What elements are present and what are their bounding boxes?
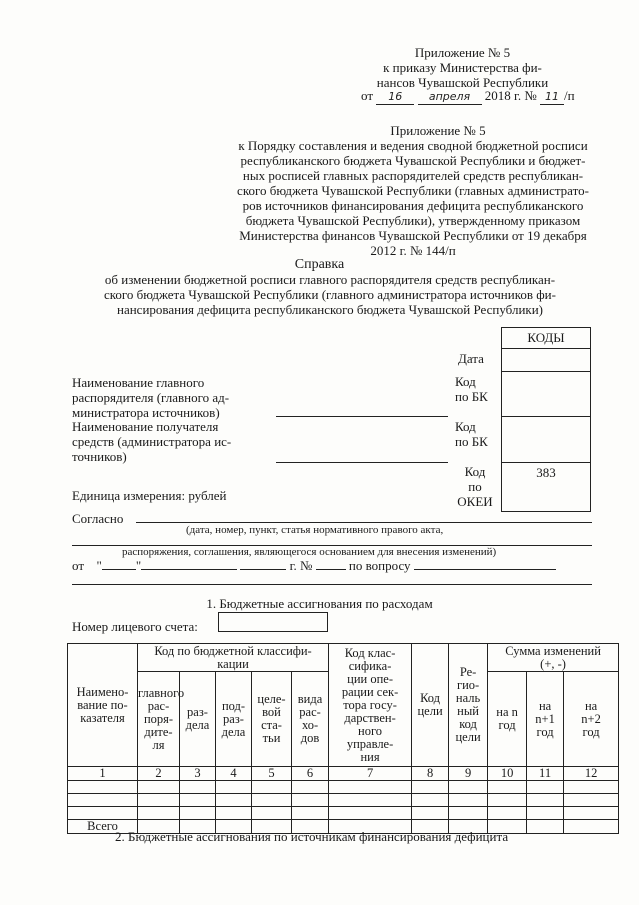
- order-suffix: /п: [564, 88, 575, 103]
- column-number: 11: [527, 767, 564, 781]
- order-number: 11: [545, 90, 560, 103]
- basis-hint: распоряжения, соглашения, являющегося основанием для внесения изменений): [122, 546, 497, 558]
- table-row[interactable]: [68, 794, 619, 807]
- date-year: 2018 г. №: [484, 88, 537, 103]
- agreed-field[interactable]: [136, 522, 592, 523]
- recipient-label-line: точников): [72, 449, 127, 464]
- question-label: по вопросу: [348, 558, 411, 573]
- header-year-n: на n год: [488, 672, 527, 767]
- okei-label-line1: Код: [464, 464, 486, 479]
- date-day-field: [376, 88, 414, 105]
- approval-title: Приложение № 5: [414, 45, 511, 60]
- approval-date-row: [361, 88, 601, 105]
- column-number: 12: [564, 767, 619, 781]
- date-day: 16: [388, 90, 403, 103]
- header-sector-code: Код клас- сифика- ции опе- рации сек- тора госу- дарствен- ного управле- ния: [329, 644, 412, 767]
- subtitle-line: об изменении бюджетной росписи главного распорядителя средств республикан-: [104, 272, 556, 287]
- unit-label: Единица измерения: рублей: [72, 488, 227, 503]
- year-no-label: г. №: [289, 558, 313, 573]
- header-budget-classification: Код по бюджетной классифи- кации: [138, 644, 329, 672]
- section2-title: 2. Бюджетные ассигнования по источникам финансирования дефицита: [115, 829, 509, 844]
- date-label: Дата: [458, 351, 484, 366]
- account-label: Номер лицевого счета:: [72, 619, 198, 634]
- manager-field[interactable]: [276, 416, 448, 417]
- appendix-line: к Порядку составления и ведения сводной бюджетной росписи: [238, 138, 588, 153]
- question-field-continued[interactable]: [72, 584, 592, 585]
- recipient-label-line: Наименование получателя: [72, 419, 219, 434]
- date-month: апреля: [428, 90, 471, 103]
- column-number: 4: [216, 767, 252, 781]
- column-number: 3: [180, 767, 216, 781]
- column-number: 10: [488, 767, 527, 781]
- header-regional-goal-code: Ре- гио- наль ный код цели: [449, 644, 488, 767]
- from-month-field[interactable]: [141, 569, 237, 570]
- manager-label-line: министратора источников): [72, 405, 220, 420]
- okei-label: [455, 464, 495, 509]
- appendix-title: Приложение № 5: [390, 123, 486, 138]
- table-row[interactable]: [68, 781, 619, 794]
- agreed-hint: (дата, номер, пункт, статья нормативного правого акта,: [186, 524, 444, 536]
- from-year-field[interactable]: [240, 569, 286, 570]
- recipient-label-line: средств (администратора ис-: [72, 434, 232, 449]
- appendix-line: 2012 г. № 144/п: [370, 243, 456, 258]
- bk2-label: [455, 419, 488, 449]
- appendix-line: Министерства финансов Чувашской Республики от 19 декабря: [239, 228, 587, 243]
- bk2-label-line1: Код: [455, 419, 476, 434]
- from-label: от: [72, 558, 85, 573]
- quote-close: ": [135, 558, 142, 573]
- approval-line3: нансов Чувашской Республики: [376, 75, 549, 90]
- header-goal-code: Код цели: [412, 644, 449, 767]
- recipient-label: [72, 419, 272, 464]
- header-sum-changes: Сумма изменений (+, -): [488, 644, 619, 672]
- quote-open: ": [96, 558, 102, 573]
- doc-subtitle: [60, 272, 600, 317]
- approval-line2: к приказу Министерства фи-: [383, 60, 542, 75]
- header-indicator-name: Наимено- вание по- казателя: [68, 644, 138, 767]
- column-number: 9: [449, 767, 488, 781]
- order-number-field: [540, 88, 564, 105]
- from-day-field[interactable]: [102, 569, 136, 570]
- table-row[interactable]: [68, 807, 619, 820]
- header-year-n1: на n+1 год: [527, 672, 564, 767]
- header-subsection: под- раз- дела: [216, 672, 252, 767]
- appendix-line: бюджета Чувашской Республики), утвержденному приказом: [245, 213, 581, 228]
- doc-title: Справка: [294, 257, 345, 272]
- manager-label-line: распорядителя (главного ад-: [72, 390, 230, 405]
- bk1-label-line1: Код: [455, 374, 476, 389]
- appendix-line: республиканского бюджета Чувашской Республики и бюджет-: [240, 153, 586, 168]
- number-field[interactable]: [316, 569, 346, 570]
- appendix-line: ных росписей главных распорядителей средств республикан-: [242, 168, 584, 183]
- column-number: 5: [252, 767, 292, 781]
- manager-label: [72, 375, 272, 420]
- section1-title: 1. Бюджетные ассигнования по расходам: [206, 596, 433, 611]
- header-section: раз- дела: [180, 672, 216, 767]
- column-number: 2: [138, 767, 180, 781]
- subtitle-line: нансирования дефицита республиканского бюджета Чувашской Республики): [117, 302, 543, 317]
- question-field[interactable]: [414, 569, 556, 570]
- date-prefix: от: [361, 88, 374, 103]
- header-main-manager: главного рас- поря- дите- ля: [138, 672, 180, 767]
- header-year-n2: на n+2 год: [564, 672, 619, 767]
- okei-label-line2: по: [468, 479, 482, 494]
- account-number-input[interactable]: [218, 612, 328, 632]
- codes-box: [501, 327, 591, 512]
- okei-value: 383: [536, 465, 556, 480]
- column-numbers-row: [68, 767, 619, 781]
- approval-block: [340, 45, 585, 90]
- agreed-label: Согласно: [72, 511, 124, 526]
- date-month-field: [418, 88, 482, 105]
- column-number: 7: [329, 767, 412, 781]
- recipient-field[interactable]: [276, 462, 448, 463]
- total-label: Всего: [68, 820, 138, 834]
- column-number: 1: [68, 767, 138, 781]
- bk1-label: [455, 374, 488, 404]
- appendix-text: [218, 138, 608, 258]
- subtitle-line: ского бюджета Чувашской Республики (главного администратора источников фи-: [104, 287, 556, 302]
- bk2-label-line2: по БК: [455, 434, 488, 449]
- header-expense-type: вида рас- хо- дов: [292, 672, 329, 767]
- appendix-line: ского бюджета Чувашской Республики (главных администрато-: [237, 183, 589, 198]
- expenses-table: [67, 643, 619, 834]
- column-number: 8: [412, 767, 449, 781]
- okei-label-line3: ОКЕИ: [457, 494, 493, 509]
- appendix-line: ров источников финансирования дефицита республиканского: [242, 198, 584, 213]
- bk1-label-line2: по БК: [455, 389, 488, 404]
- header-target-article: целе- вой ста- тьи: [252, 672, 292, 767]
- column-number: 6: [292, 767, 329, 781]
- manager-label-line: Наименование главного: [72, 375, 205, 390]
- from-row: [72, 558, 602, 573]
- codes-header: КОДЫ: [527, 330, 565, 345]
